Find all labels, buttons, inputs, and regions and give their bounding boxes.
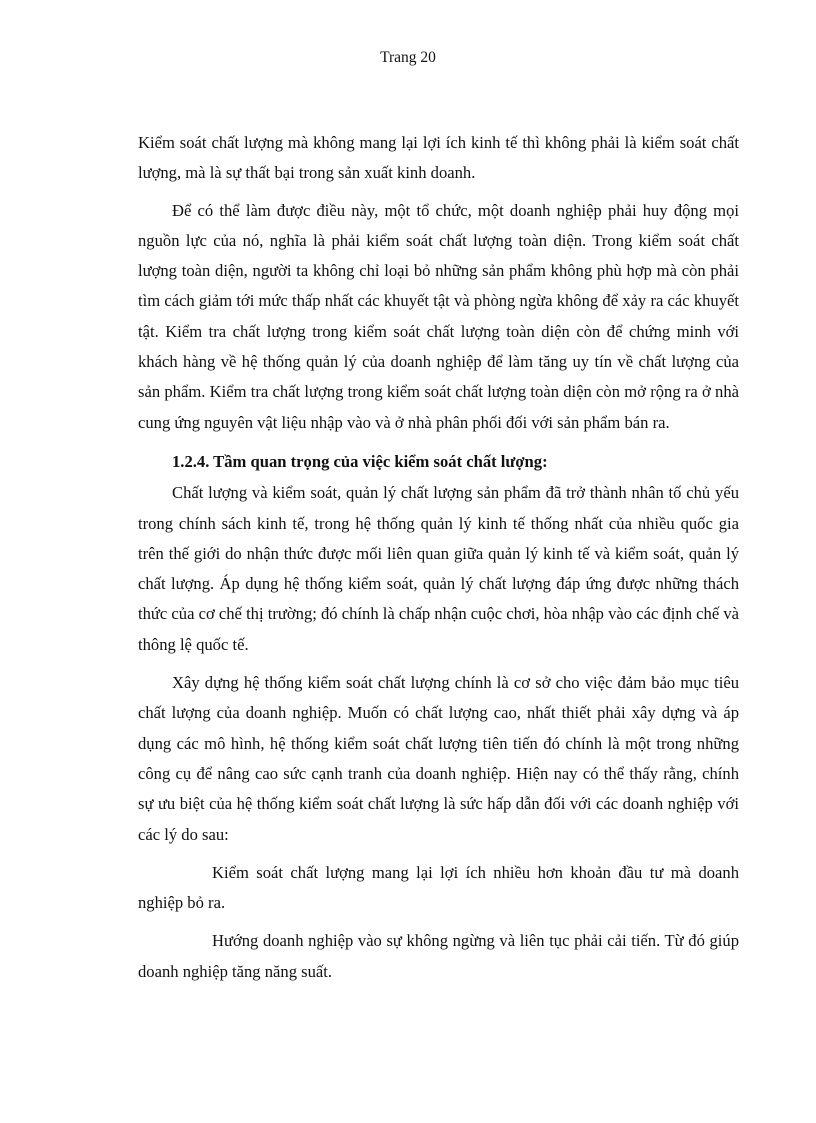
document-body xyxy=(138,128,739,987)
section-heading: 1.2.4. Tầm quan trọng của việc kiểm soát chất lượng: xyxy=(172,451,548,471)
paragraph-5: Kiểm soát chất lượng mang lại lợi ích nhiều hơn khoản đầu tư mà doanh nghiệp bỏ ra. xyxy=(138,862,739,913)
paragraph-4: Xây dựng hệ thống kiểm soát chất lượng chính là cơ sở cho việc đảm bảo mục tiêu chất lượng của doanh nghiệp. Muốn có chất lượng cao, nhất thiết phải xây dựng và áp dụng các mô hình, hệ thống kiểm soát chất lượng tiên tiến đó chính là một trong những công cụ để nâng cao sức cạnh tranh của doanh nghiệp. Hiện nay có thể thấy rằng, chính sự ưu biệt của hệ thống kiểm soát chất lượng là sức hấp dẫn đối với các doanh nghiệp với các lý do sau: xyxy=(138,673,739,844)
paragraph-3: Chất lượng và kiểm soát, quản lý chất lượng sản phẩm đã trở thành nhân tố chủ yếu trong chính sách kinh tế, trong hệ thống quản lý kinh tế thống nhất của nhiều quốc gia trên thế giới do nhận thức được mối liên quan giữa quản lý kinh tế và kiểm soát, quản lý chất lượng. Áp dụng hệ thống kiểm soát, quản lý chất lượng đáp ứng được những thách thức của cơ chế thị trường; đó chính là chấp nhận cuộc chơi, hòa nhập vào các định chế và thông lệ quốc tế. xyxy=(138,483,739,654)
page-number: Trang 20 xyxy=(380,49,436,66)
paragraph-1: Kiểm soát chất lượng mà không mang lại lợi ích kinh tế thì không phải là kiểm soát chất lượng, mà là sự thất bại trong sản xuất kinh doanh. xyxy=(138,133,739,183)
paragraph-6: Hướng doanh nghiệp vào sự không ngừng và liên tục phải cải tiến. Từ đó giúp doanh nghiệp tăng năng suất. xyxy=(138,931,739,981)
paragraph-2: Để có thể làm được điều này, một tổ chức, một doanh nghiệp phải huy động mọi nguồn lực của nó, nghĩa là phải kiểm soát chất lượng toàn diện. Trong kiểm soát chất lượng toàn diện, người ta không chỉ loại bỏ những sản phẩm không phù hợp mà còn phải tìm cách giảm tới mức thấp nhất các khuyết tật và phòng ngừa không để xảy ra các khuyết tật. Kiểm tra chất lượng trong kiểm soát chất lượng toàn diện còn để chứng minh với khách hàng về hệ thống quản lý của doanh nghiệp để làm tăng uy tín về chất lượng của sản phẩm. Kiểm tra chất lượng trong kiểm soát chất lượng toàn diện còn mở rộng ra ở nhà cung ứng nguyên vật liệu nhập vào và ở nhà phân phối đối với sản phẩm bán ra. xyxy=(138,200,739,432)
